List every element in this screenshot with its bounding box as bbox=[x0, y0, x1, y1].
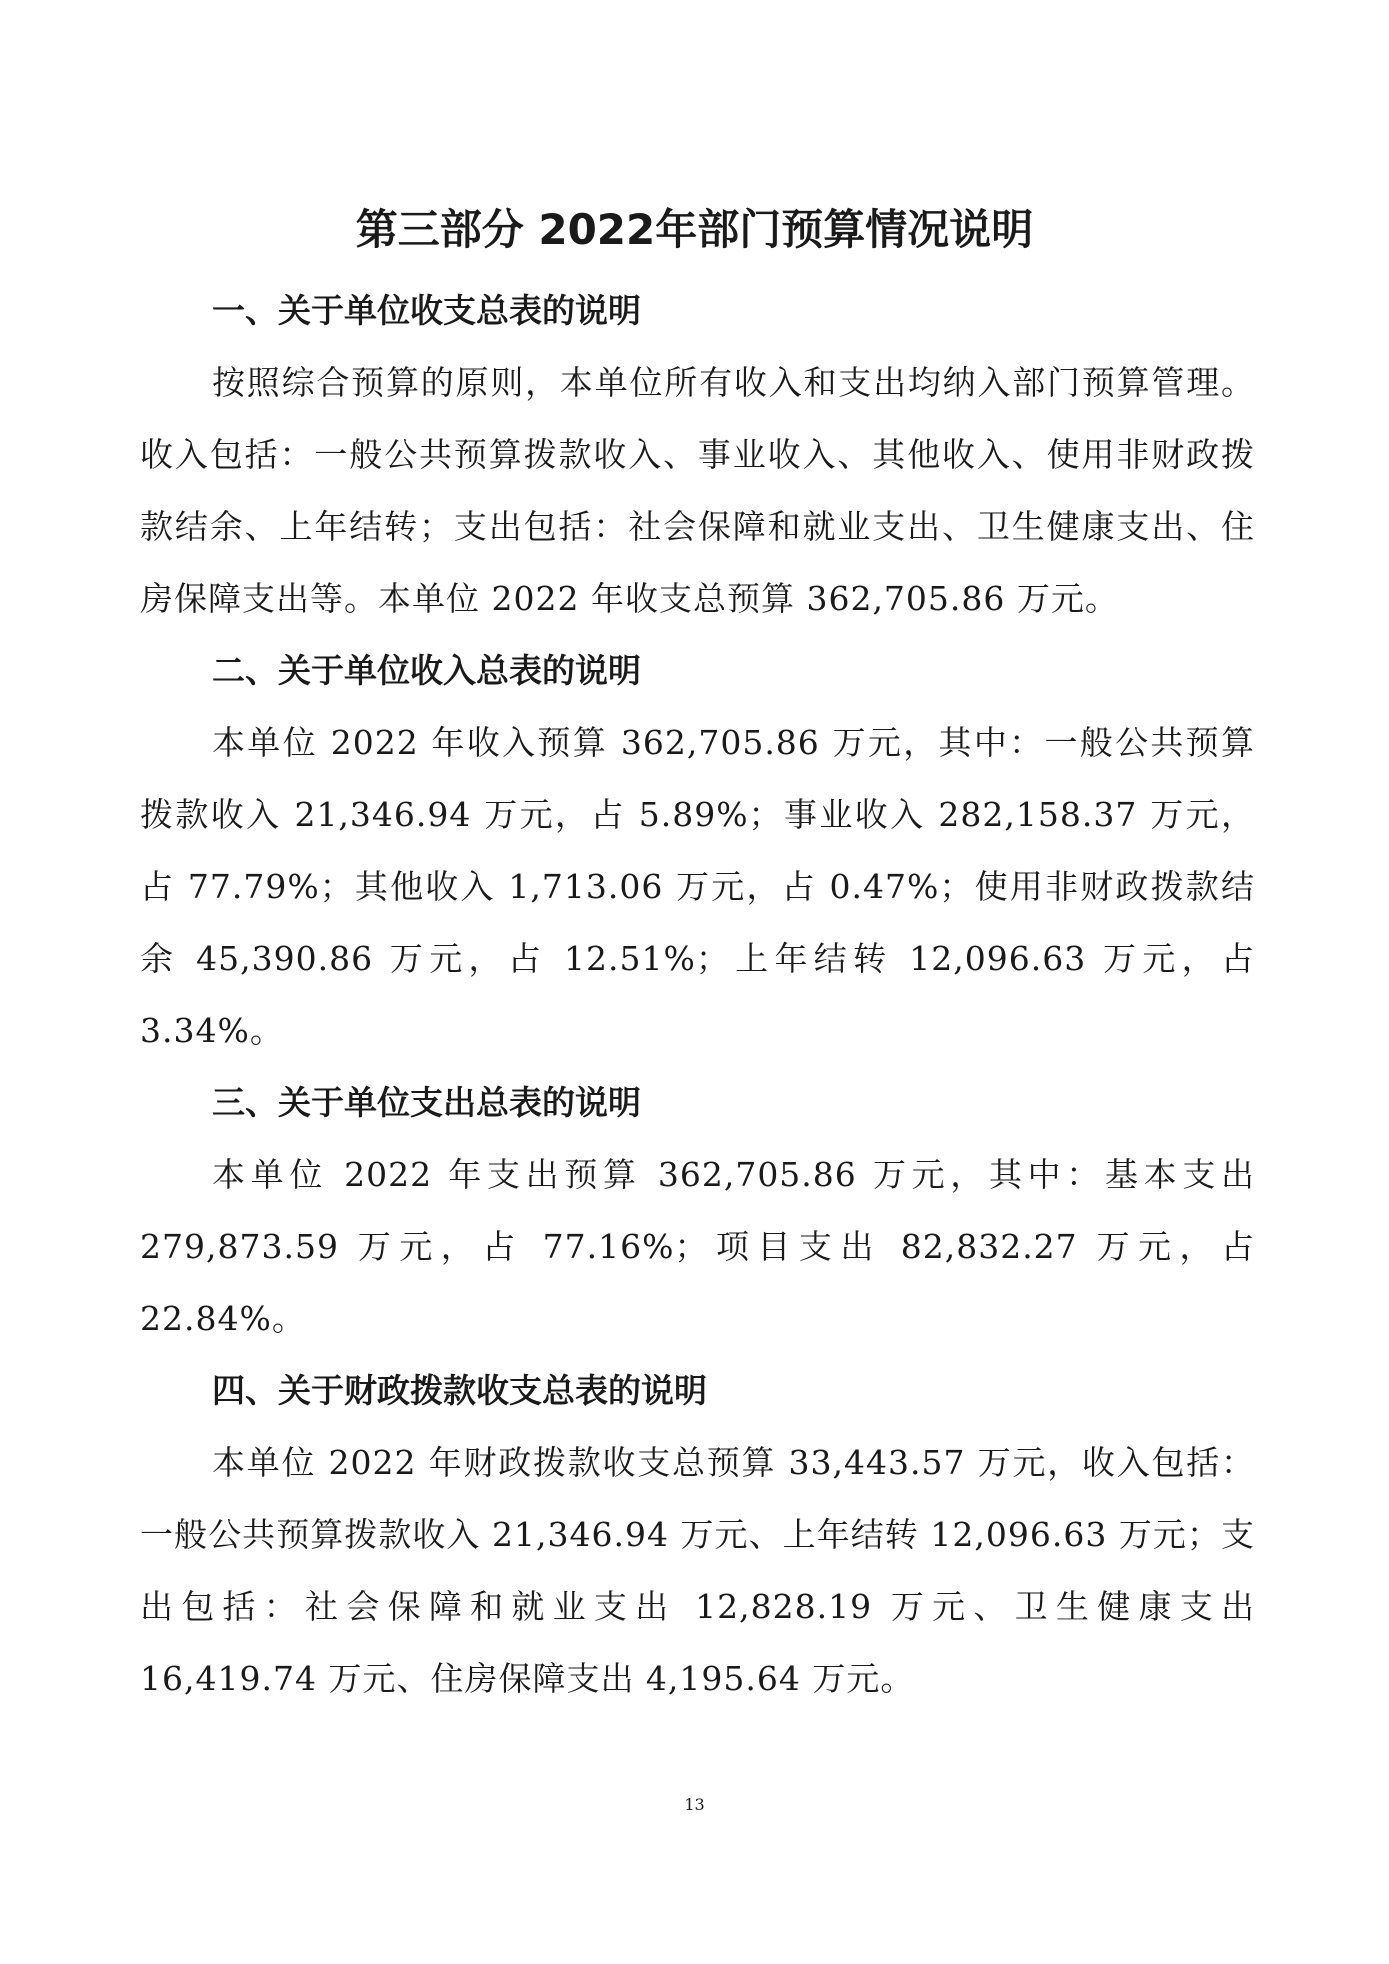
section-heading: 一、关于单位收支总表的说明 bbox=[212, 291, 641, 330]
section-paragraph: 本单位 2022 年收入预算 362,705.86 万元，其中：一般公共预算拨款收入 21,346.94 万元，占 5.89%；事业收入 282,158.37 万元，占 77.79%；其他收入 1,713.06 万元，占 0.47%；使用非财政拨款结余 45,390.86 万元，占 12.51%；上年结转 12,096.63 万元，占 3.34%。 bbox=[140, 723, 1255, 1050]
page-title: 第三部分 2022年部门预算情况说明 bbox=[355, 205, 1034, 254]
section-heading: 二、关于单位收入总表的说明 bbox=[212, 651, 641, 690]
section-4 bbox=[140, 1355, 1255, 1715]
document-body bbox=[140, 275, 1255, 1715]
section-1 bbox=[140, 275, 1255, 635]
section-paragraph: 本单位 2022 年财政拨款收支总预算 33,443.57 万元，收入包括：一般公共预算拨款收入 21,346.94 万元、上年结转 12,096.63 万元；支出包括：社会保障和就业支出 12,828.19 万元、卫生健康支出 16,419.74 万元、住房保障支出 4,195.64 万元。 bbox=[140, 1443, 1255, 1698]
section-paragraph: 按照综合预算的原则，本单位所有收入和支出均纳入部门预算管理。收入包括：一般公共预算拨款收入、事业收入、其他收入、使用非财政拨款结余、上年结转；支出包括：社会保障和就业支出、卫生健康支出、住房保障支出等。本单位 2022 年收支总预算 362,705.86 万元。 bbox=[140, 363, 1255, 618]
section-paragraph: 本单位 2022 年支出预算 362,705.86 万元，其中：基本支出 279,873.59 万元，占 77.16%；项目支出 82,832.27 万元，占 22.84%。 bbox=[140, 1155, 1255, 1338]
section-heading: 三、关于单位支出总表的说明 bbox=[212, 1083, 641, 1122]
page-number: 13 bbox=[684, 1795, 705, 1814]
section-heading: 四、关于财政拨款收支总表的说明 bbox=[212, 1371, 707, 1410]
section-2 bbox=[140, 635, 1255, 1067]
section-3 bbox=[140, 1067, 1255, 1355]
